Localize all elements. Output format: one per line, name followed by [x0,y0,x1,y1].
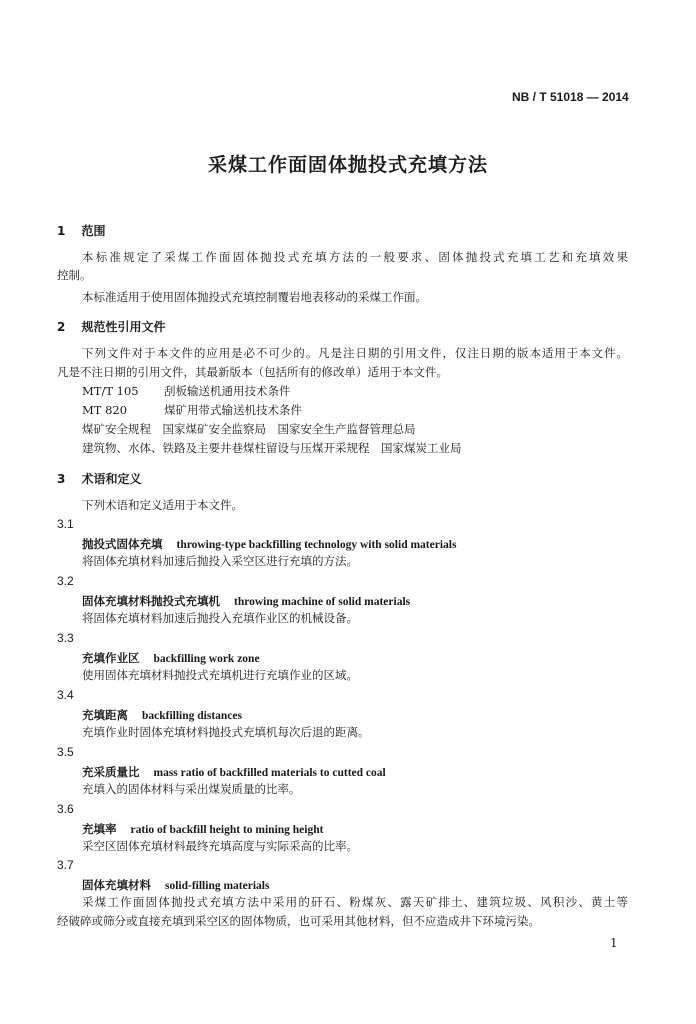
terms-intro: 下列术语和定义适用于本文件。 [82,498,243,512]
term-cn: 固体充填材料 [82,878,151,892]
term-heading [82,593,410,609]
scope-paragraph: 本标准适用于使用固体抛投式充填控制覆岩地表移动的采煤工作面。 [82,290,427,304]
reference-item [82,403,302,417]
section-number: 2 [57,320,66,334]
scope-paragraph-line: 控制。 [57,268,92,282]
section-number: 3 [57,472,66,486]
term-heading [82,877,269,893]
reference-title: 刮板输送机通用技术条件 [164,384,291,398]
term-number: 3.6 [57,802,74,816]
term-heading [82,764,386,780]
reference-item: 建筑物、水体、铁路及主要井巷煤柱留设与压煤开采规程 国家煤炭工业局 [82,441,462,455]
term-number: 3.3 [57,631,74,645]
term-definition: 充填入的固体材料与采出煤炭质量的比率。 [82,782,301,796]
page-number: 1 [610,936,618,950]
term-en: backfilling distances [142,710,243,722]
section-2-heading [57,318,166,335]
term-number: 3.5 [57,745,74,759]
reference-code: MT 820 [82,403,128,417]
term-cn: 充填率 [82,822,117,836]
scope-paragraph-line: 本标准规定了采煤工作面固体抛投式充填方法的一般要求、固体抛投式充填工艺和充填效果 [82,250,628,264]
section-number: 1 [57,224,66,238]
normative-intro-line: 凡是不注日期的引用文件，其最新版本（包括所有的修改单）适用于本文件。 [57,365,448,379]
term-heading [82,650,260,666]
term-number: 3.7 [57,858,74,872]
term-definition: 使用固体充填材料抛投式充填机进行充填作业的区域。 [82,668,358,682]
section-title: 术语和定义 [81,472,142,486]
term-heading [82,536,456,552]
term-cn: 充填作业区 [82,651,140,665]
term-en: backfilling work zone [153,653,260,665]
term-number: 3.4 [57,688,74,702]
section-title: 范围 [81,224,106,238]
term-cn: 充采质量比 [82,765,140,779]
section-1-heading [57,222,106,239]
standard-number: NB / T 51018 — 2014 [512,90,629,104]
term-definition: 采空区固体充填材料最终充填高度与实际采高的比率。 [82,839,358,853]
term-en: mass ratio of backfilled materials to cutted coal [153,767,386,779]
term-cn: 充填距离 [82,708,128,722]
term-cn: 抛投式固体充填 [82,537,163,551]
reference-title: 煤矿用带式输送机技术条件 [164,403,302,417]
reference-item: 煤矿安全规程 国家煤矿安全监察局 国家安全生产监督管理总局 [82,422,416,436]
term-definition: 充填作业时固体充填材料抛投式充填机每次后退的距离。 [82,725,370,739]
term-en: solid-filling materials [165,880,270,892]
term-en: throwing machine of solid materials [234,596,411,608]
term-heading [82,707,242,723]
section-3-heading [57,470,142,487]
section-title: 规范性引用文件 [81,320,166,334]
term-definition-line: 经破碎或筛分或直接充填到采空区的固体物质，也可采用其他材料，但不应造成井下环境污染。 [57,914,540,928]
reference-code: MT/T 105 [82,384,139,398]
term-definition: 将固体充填材料加速后抛投入采空区进行充填的方法。 [82,554,358,568]
term-en: ratio of backfill height to mining height [130,824,324,836]
term-cn: 固体充填材料抛投式充填机 [82,594,220,608]
term-heading [82,821,323,837]
normative-intro-line: 下列文件对于本文件的应用是必不可少的。凡是注日期的引用文件，仅注日期的版本适用于本文件。 [82,346,628,360]
reference-item [82,384,291,398]
term-number: 3.1 [57,517,74,531]
term-definition: 将固体充填材料加速后抛投入充填作业区的机械设备。 [82,611,358,625]
term-en: throwing-type backfilling technology with solid materials [176,539,457,551]
page-title: 采煤工作面固体抛投式充填方法 [207,154,488,176]
term-definition-line: 采煤工作面固体抛投式充填方法中采用的矸石、粉煤灰、露天矿排土、建筑垃圾、风积沙、黄土等 [82,895,628,909]
term-number: 3.2 [57,574,74,588]
